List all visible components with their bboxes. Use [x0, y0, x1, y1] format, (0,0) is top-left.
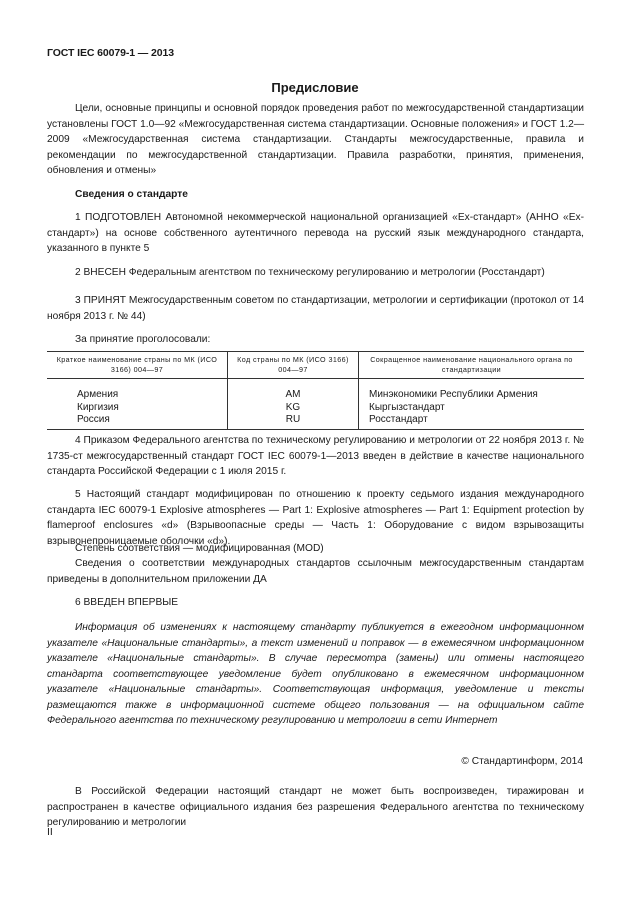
cell-code: RU: [228, 414, 359, 429]
section-heading: Сведения о стандарте: [75, 189, 188, 200]
item-modified: 5 Настоящий стандарт модифицирован по отношению к проекту седьмого издания международного стандарта IEC 60079-1 Explosive atmospheres — Part 1: Explosive atmospheres — Part 1: Equipment protection by flameproof enclosures «d» (Взрывоопасные среды — Часть 1: Оборудование с видом взрывозащиты взрывонепроницаемые оболочки «d»).: [47, 489, 584, 547]
item-refs-text: Сведения о соответствии международных стандартов ссылочным межгосударственным стандартам приведены в дополнительном приложении ДА: [47, 558, 584, 585]
document-header: ГОСТ IEC 60079-1 — 2013: [47, 47, 174, 59]
table-header-row: [47, 352, 584, 379]
cell-body: Минэкономики Республики Армения: [359, 379, 585, 402]
item-introduced: 2 ВНЕСЕН Федеральным агентством по техническому регулированию и метрологии (Росстандарт): [75, 267, 545, 278]
cell-country: Киргизия: [77, 401, 119, 413]
cell-country: Россия: [47, 414, 228, 429]
table-row: [47, 402, 584, 415]
cell-body: Кыргызстандарт: [359, 402, 585, 415]
cell-country: Армения: [77, 389, 119, 400]
page-number: II: [47, 826, 53, 838]
item-degree: Степень соответствия — модифицированная (MOD): [75, 543, 324, 554]
agreement-table: [47, 351, 584, 430]
col-header-body: Сокращенное наименование национального органа по стандартизации: [359, 352, 585, 379]
item-first-time: 6 ВВЕДЕН ВПЕРВЫЕ: [75, 597, 179, 608]
page-title: Предисловие: [271, 80, 359, 95]
rights-paragraph: В Российской Федерации настоящий стандарт не может быть воспроизведен, тиражирован и распространен в качестве официального издания без разрешения Федерального агентства по техническому регулированию и метрологии: [47, 786, 584, 828]
col-header-country: Краткое наименование страны по МК (ИСО 3166) 004—97: [47, 352, 228, 379]
item-adopted: 3 ПРИНЯТ Межгосударственным советом по стандартизации, метрологии и сертификации (протокол от 14 ноября 2013 г. № 44): [47, 295, 584, 322]
intro-paragraph: Цели, основные принципы и основной порядок проведения работ по межгосударственной стандартизации установлены ГОСТ 1.0—92 «Межгосударственная система стандартизации. Основные положения» и ГОСТ 1.2—2009 «Межгосударственная система стандартизации. Стандарты межгосударственные, правила и рекомендации по межгосударственной стандартизации. Правила разработки, принятия, применения, обновления и отмены»: [47, 103, 585, 176]
voted-label: За принятие проголосовали:: [75, 334, 211, 345]
table-row: [47, 414, 584, 429]
item-prepared: 1 ПОДГОТОВЛЕН Автономной некоммерческой национальной организацией «Ех-стандарт» (АННО «Ех-стандарт») на основе собственного аутентичного перевода на русский язык международного стандарта, указанного в пункте 5: [47, 212, 584, 254]
copyright-line: © Стандартинформ, 2014: [461, 756, 583, 767]
cell-body: Росстандарт: [359, 414, 585, 429]
item-refs: [47, 556, 584, 587]
table-row: [47, 379, 584, 402]
col-header-code: Код страны по МК (ИСО 3166) 004—97: [228, 352, 359, 379]
changes-notice: Информация об изменениях к настоящему стандарту публикуется в ежегодном информационном указателе «Национальные стандарты», а текст изменений и поправок — в ежемесячном информационном указателе «Национальные стандарты». В случае пересмотра (замены) или отмены настоящего стандарта соответствующее уведомление будет опубликовано в ежемесячном информационном указателе «Национальные стандарты». Соответствующая информация, уведомление и тексты размещаются также в информационной системе общего пользования — на официальном сайте Федерального агентства по техническому регулированию и метрологии в сети Интернет: [47, 622, 584, 726]
cell-code: KG: [228, 402, 359, 415]
item-order: 4 Приказом Федерального агентства по техническому регулированию и метрологии от 22 ноября 2013 г. № 1735-ст межгосударственный стандарт ГОСТ IEC 60079-1—2013 введен в действие в качестве национального стандарта Российской Федерации с 1 июля 2015 г.: [47, 435, 584, 477]
cell-code: AM: [228, 379, 359, 402]
